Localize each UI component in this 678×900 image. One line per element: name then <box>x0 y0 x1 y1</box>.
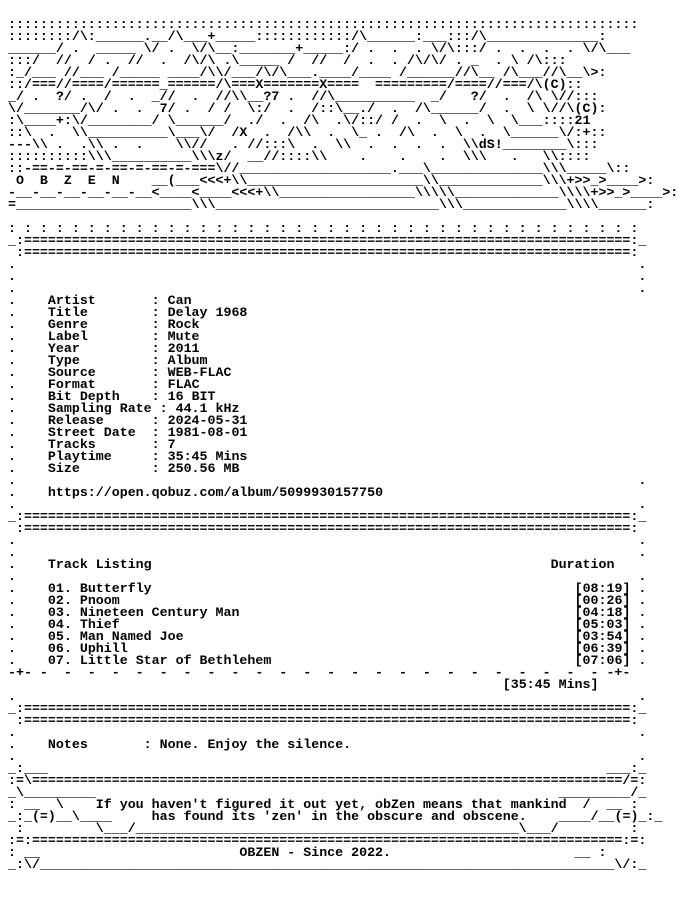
side-border: . <box>630 593 647 608</box>
left-face-art: (=) <box>31 809 56 824</box>
side-border: . . <box>8 569 647 584</box>
info-value: FLAC <box>167 377 200 392</box>
notes-label: Notes <box>47 737 88 752</box>
side-border: . . <box>8 749 647 764</box>
side-border: . . <box>8 497 647 512</box>
side-border: . <box>8 593 48 608</box>
info-label: Release <box>47 413 104 428</box>
side-border: . <box>8 389 48 404</box>
side-border: . <box>8 293 48 308</box>
section-rule: :============================================================================: <box>8 521 647 536</box>
track-number: 05. <box>47 629 72 644</box>
side-border: . <box>8 317 48 332</box>
footer-quote-line: has found its 'zen' in the obscure and obscene. <box>151 809 527 824</box>
banner-art-line: ______/ . _____ \/ . \/\__:_______+_____:/ . . . \/\:::/ . . . . \/\___ <box>8 41 631 56</box>
info-value: 2011 <box>167 341 200 356</box>
album-link[interactable]: https://open.qobuz.com/album/5099930157750 <box>47 485 384 500</box>
right-face-art: (=) <box>614 809 639 824</box>
side-border: . <box>630 629 647 644</box>
track-number: 03. <box>47 605 72 620</box>
banner-art-line: ::::::::::::::::::::::::::::::::::::::::::::::::::::::::::::::::::::::::::::::: <box>8 17 639 32</box>
banner-art-line: _/ . ?/ . / . _// . //\\__?7 . //\__________ _/ ?/ . /\ \//::: <box>8 89 599 104</box>
side-border: . <box>8 425 48 440</box>
info-separator: : <box>119 389 168 404</box>
info-value: 250.56 MB <box>167 461 240 476</box>
side-border: . . <box>8 269 647 284</box>
banner-art-line: ::/===//====/======_======/\===X=======X==== =========/====//===/\(C):: <box>8 77 583 92</box>
track-number: 04. <box>47 617 72 632</box>
side-border: . <box>8 653 48 668</box>
footer-border: _:___ ___:_ <box>8 761 647 776</box>
nfo-document <box>8 17 678 872</box>
info-separator: : <box>95 377 168 392</box>
track-title: Man Named Joe <box>79 629 184 644</box>
info-separator: : <box>95 437 168 452</box>
footer-border: : __ <box>8 845 240 860</box>
side-border: . <box>8 737 48 752</box>
banner-art-line: \/_______/\/ . . 7/ . / / \:/ . /::\__./ . /\______/ . \ \//\(C): <box>8 101 607 116</box>
banner-art-line: ---\\ . .\\ . . \\// . //:::\ . \\ . . . . \\dS!________\::: <box>8 137 599 152</box>
info-value: 35:45 Mins <box>167 449 248 464</box>
info-value: 1981-08-01 <box>167 425 248 440</box>
footer-border: _:\/________________________________________________________________________\/:_ <box>8 857 647 872</box>
side-border: . <box>8 401 48 416</box>
banner-art-line: =______________________\\\____________________________\\\_____________\\\\______: <box>8 197 655 212</box>
info-value: 44.1 kHz <box>175 401 240 416</box>
footer-border: ____/__ <box>526 809 615 824</box>
track-number: 02. <box>47 593 72 608</box>
tracklist-heading: Track Listing <box>47 557 152 572</box>
side-border: . <box>8 629 48 644</box>
side-border: . . <box>8 533 647 548</box>
side-border: . <box>8 341 48 356</box>
info-separator: : <box>87 317 168 332</box>
footer-quote-line: If you haven't figured it out yet, obZen means that mankind <box>95 797 567 812</box>
side-border: . <box>630 653 647 668</box>
info-separator: : <box>135 425 168 440</box>
info-value: 7 <box>167 437 176 452</box>
track-title: Nineteen Century Man <box>79 605 240 620</box>
track-duration: [08:19] <box>574 581 631 596</box>
banner-art-line: ::::::::/\:______.__/\___+_____::::::::::::/\______:___:::/\______________: <box>8 29 607 44</box>
info-label: Genre <box>47 317 88 332</box>
banner-art-line: :\____+:\/________/ \______/ ./ . /\ .\/::/ / . \ . \ \___::::21 <box>8 113 591 128</box>
side-border: . <box>8 617 48 632</box>
side-border: . <box>8 377 48 392</box>
footer-border: : __ \ <box>8 797 96 812</box>
info-separator: : <box>87 737 160 752</box>
info-value: 2024-05-31 <box>167 413 248 428</box>
section-rule: _:============================================================================:_ <box>8 233 647 248</box>
info-label: Title <box>47 305 88 320</box>
section-rule: :============================================================================: <box>8 245 647 260</box>
total-playtime: [35:45 Mins] <box>502 677 599 692</box>
side-border: . <box>630 581 647 596</box>
side-border: . <box>8 365 48 380</box>
footer-border: : \___/________________________________________________\___/ : <box>8 821 647 836</box>
info-label: Year <box>47 341 80 356</box>
info-separator: : <box>87 329 168 344</box>
side-border: . <box>8 605 48 620</box>
side-border: . <box>8 329 48 344</box>
side-border: . . <box>8 281 647 296</box>
section-rule: _:============================================================================:_ <box>8 701 647 716</box>
side-border: . <box>8 353 48 368</box>
side-border: . <box>8 641 48 656</box>
side-border: . . <box>8 689 647 704</box>
info-value: WEB-FLAC <box>167 365 232 380</box>
banner-art-line: O B Z E N __(___<<<+\\______________________\\_____________\\\+>>_>____>: <box>8 173 655 188</box>
side-border: . . <box>8 545 647 560</box>
side-border: . <box>8 557 48 572</box>
banner-art-line: :::/ // / . // . /\/\ .\_____ / // / . . /\/\/ . _ . \ /\::: <box>8 53 567 68</box>
side-border: . <box>8 581 48 596</box>
track-number: 01. <box>47 581 72 596</box>
info-value: 16 BIT <box>167 389 216 404</box>
track-duration: [00:26] <box>574 593 631 608</box>
info-label: Source <box>47 365 96 380</box>
side-border: . <box>8 305 48 320</box>
track-duration: [03:54] <box>574 629 631 644</box>
side-border: . <box>8 485 48 500</box>
side-border: . <box>630 641 647 656</box>
track-duration: [07:06] <box>574 653 631 668</box>
track-title: Thief <box>79 617 120 632</box>
footer-border: _:_ <box>638 809 663 824</box>
footer-border: __ : <box>391 845 607 860</box>
info-label: Type <box>47 353 80 368</box>
track-number: 07. <box>47 653 72 668</box>
side-border: . <box>630 617 647 632</box>
section-rule: :============================================================================: <box>8 713 647 728</box>
side-border: . . <box>8 725 647 740</box>
info-value: Mute <box>167 329 200 344</box>
track-title: Butterfly <box>79 581 152 596</box>
info-label: Tracks <box>47 437 96 452</box>
info-label: Format <box>47 377 96 392</box>
info-label: Playtime <box>47 449 112 464</box>
info-label: Sampling Rate <box>47 401 152 416</box>
side-border: . . <box>8 257 647 272</box>
info-label: Label <box>47 329 88 344</box>
info-separator: : <box>79 353 168 368</box>
duration-heading: Duration <box>550 557 615 572</box>
footer-border: __\____ <box>55 809 152 824</box>
track-duration: [06:39] <box>574 641 631 656</box>
side-border: . <box>8 461 48 476</box>
section-rule: _:============================================================================:_ <box>8 509 647 524</box>
info-separator: : <box>111 449 168 464</box>
info-value: Delay 1968 <box>167 305 248 320</box>
footer-border: :=:==========================================================================:=: <box>8 833 647 848</box>
footer-border: :=\==========================================================================/=: <box>8 773 647 788</box>
banner-art-line: ::::::::::\\\__________\\\z/ __//::::\\ . . . \\\ . \\:::: <box>8 149 591 164</box>
banner-art-line: ::-==-=-==-=-==-=-==-=-===\//___________________.___\______________\\\_____\:: <box>8 161 631 176</box>
info-separator: : <box>103 413 168 428</box>
side-border: . <box>630 605 647 620</box>
dashed-rule: -+- - - - - - - - - - - - - - - - - - - - - - - - - -+- <box>8 665 631 680</box>
footer-border <box>8 859 648 871</box>
track-number: 06. <box>47 641 72 656</box>
banner-art-line <box>8 197 655 212</box>
dotted-border: : : : : : : : : : : : : : : : : : : : : : : : : : : : : : : : : : : : : : : : : <box>8 221 639 236</box>
info-label: Street Date <box>47 425 136 440</box>
notes-text: None. Enjoy the silence. <box>159 737 352 752</box>
info-separator: : <box>95 293 168 308</box>
track-title: Pnoom <box>79 593 120 608</box>
footer-border: _:_ <box>8 809 32 824</box>
info-label: Size <box>47 461 80 476</box>
info-label: Bit Depth <box>47 389 120 404</box>
footer-border: _\_________ _________/_ <box>8 785 647 800</box>
banner-art-line: ::\ . \\__________\___\/ /X . /\\ . \_ . /\ . \ . \______\/:+:: <box>8 125 607 140</box>
footer-signoff: OBZEN - Since 2022. <box>239 845 392 860</box>
info-value: Rock <box>167 317 200 332</box>
info-separator: : <box>79 461 168 476</box>
info-separator: : <box>87 305 168 320</box>
info-value: Album <box>167 353 208 368</box>
info-separator: : <box>79 341 168 356</box>
footer-border: / __ : <box>566 797 639 812</box>
track-title: Little Star of Bethlehem <box>79 653 272 668</box>
side-border: . <box>8 437 48 452</box>
side-border: . <box>8 449 48 464</box>
side-border: . <box>8 413 48 428</box>
banner-art-line: -__-__-__-__-__-__<____<____<<<+\\_________________\\\\\_____________\\\\+>>_>____>: <box>8 185 678 200</box>
info-separator: : <box>95 365 168 380</box>
track-duration: [05:03] <box>574 617 631 632</box>
track-title: Uphill <box>79 641 128 656</box>
info-value: Can <box>167 293 192 308</box>
info-separator: : <box>151 401 176 416</box>
banner-art-line: :_/___ //___ /_____ ____/\\/___/\/\___.____/____ /______//\__ /\___//\__\>: <box>8 65 607 80</box>
track-duration: [04:18] <box>574 605 631 620</box>
side-border: . . <box>8 473 647 488</box>
info-label: Artist <box>47 293 96 308</box>
